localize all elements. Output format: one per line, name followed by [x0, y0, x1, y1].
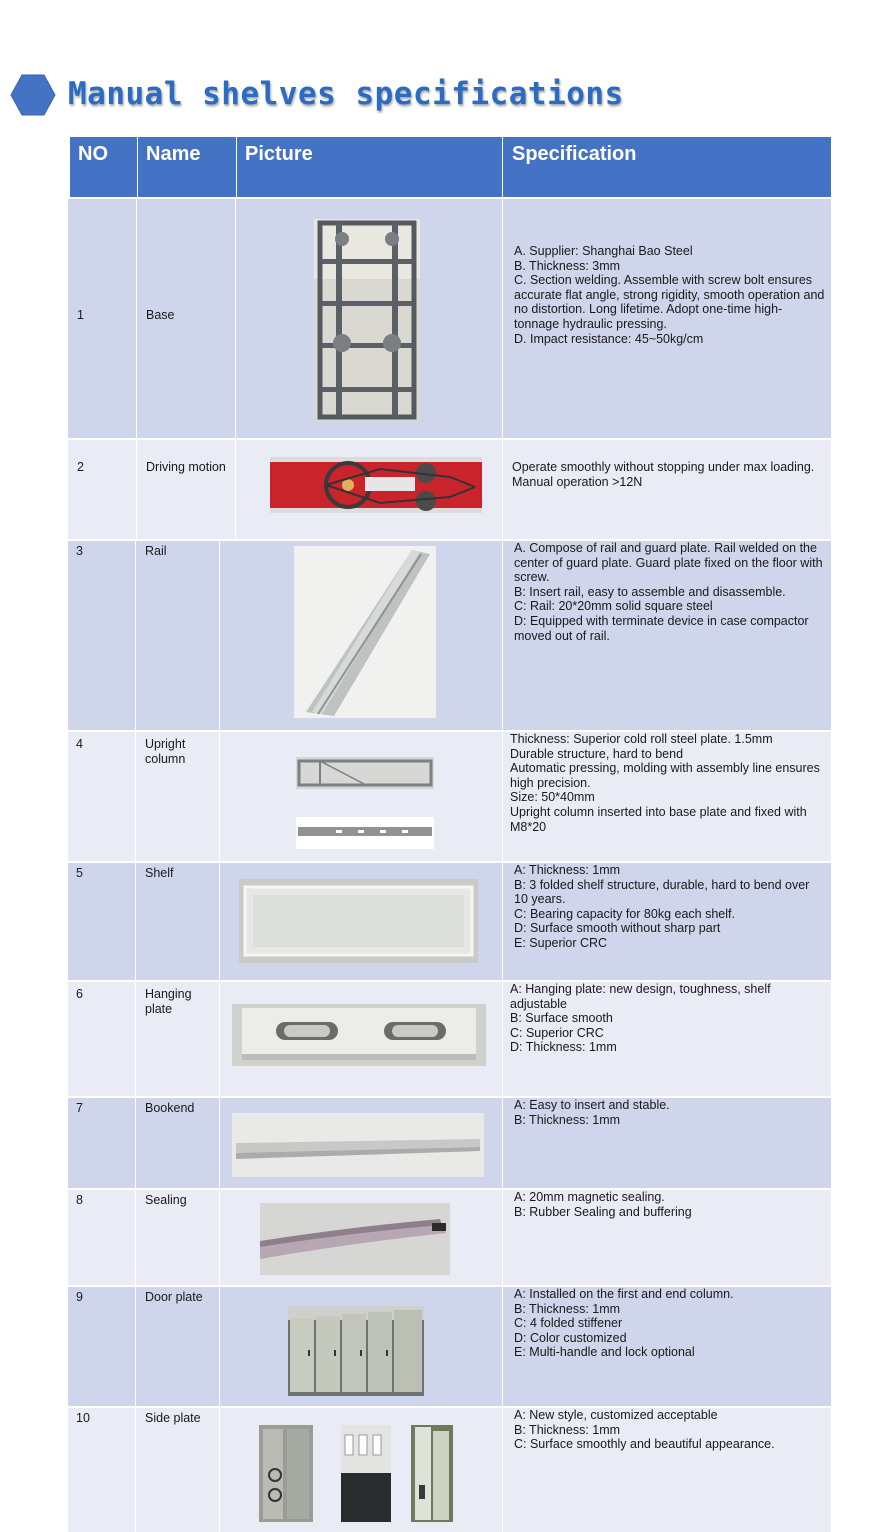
header-no: NO [78, 143, 108, 165]
row-name: Rail [145, 544, 167, 558]
row-no: 8 [76, 1193, 83, 1207]
shelf-image [239, 879, 478, 963]
door-plate-image [288, 1306, 424, 1396]
row-no: 3 [76, 544, 83, 558]
table-row [68, 541, 831, 730]
table-row [68, 732, 831, 861]
side-plate-image-3 [411, 1425, 453, 1522]
sealing-image [260, 1203, 450, 1275]
row-name: Hanging plate [145, 987, 192, 1016]
row-spec: A: New style, customized acceptable B: Thickness: 1mm C: Surface smoothly and beautiful appearance. [514, 1408, 775, 1452]
upright-column-frame-image [296, 757, 434, 789]
bookend-image [232, 1113, 484, 1177]
header-name: Name [146, 143, 201, 165]
driving-motion-image [270, 457, 482, 513]
table-row [68, 1287, 831, 1406]
row-name: Upright column [145, 737, 186, 766]
row-spec: Thickness: Superior cold roll steel plate. 1.5mm Durable structure, hard to bend Automatic pressing, molding with assembly line ensures high precision. Size: 50*40mm Upright column inserted into base plate and fixed with M8*20 [510, 732, 820, 834]
row-name: Side plate [145, 1411, 201, 1425]
table-row [68, 199, 831, 438]
row-name: Door plate [145, 1290, 203, 1304]
page-title: Manual shelves specifications [68, 76, 624, 112]
row-spec: A: Thickness: 1mm B: 3 folded shelf structure, durable, hard to bend over 10 years. C: Bearing capacity for 80kg each shelf. D: Surface smooth without sharp part E: Superior CRC [514, 863, 810, 950]
row-no: 9 [76, 1290, 83, 1304]
row-spec: A: Installed on the first and end column. B: Thickness: 1mm C: 4 folded stiffener D: Color customized E: Multi-handle and lock optional [514, 1287, 734, 1360]
header-picture: Picture [245, 143, 313, 165]
rail-image [294, 546, 436, 718]
page-title-block [10, 70, 710, 122]
table-row [68, 440, 831, 539]
row-spec: A: 20mm magnetic sealing. B: Rubber Sealing and buffering [514, 1190, 692, 1219]
row-name: Base [146, 308, 175, 322]
row-name: Driving motion [146, 460, 226, 474]
table-row [68, 982, 831, 1096]
row-no: 1 [77, 308, 84, 322]
row-spec: A: Hanging plate: new design, toughness, shelf adjustable B: Surface smooth C: Superior CRC D: Thickness: 1mm [510, 982, 771, 1055]
header-specification: Specification [512, 143, 637, 165]
row-no: 5 [76, 866, 83, 880]
table-row [68, 1190, 831, 1285]
row-no: 10 [76, 1411, 90, 1425]
row-name: Bookend [145, 1101, 195, 1115]
row-no: 6 [76, 987, 83, 1001]
row-no: 4 [76, 737, 83, 751]
hanging-plate-image [232, 1004, 486, 1066]
upright-column-bar-image [296, 817, 434, 849]
row-spec: Operate smoothly without stopping under max loading. Manual operation >12N [512, 460, 815, 489]
table-row [68, 1098, 831, 1188]
table-header [70, 137, 831, 197]
table-row [68, 863, 831, 980]
table-row [68, 1408, 831, 1532]
row-no: 2 [77, 460, 84, 474]
base-frame-image [314, 219, 420, 421]
row-name: Sealing [145, 1193, 187, 1207]
side-plate-image-1 [259, 1425, 313, 1522]
row-name: Shelf [145, 866, 174, 880]
side-plate-image-2 [341, 1425, 391, 1522]
row-no: 7 [76, 1101, 83, 1115]
row-spec: A. Compose of rail and guard plate. Rail welded on the center of guard plate. Guard plate fixed on the floor with screw. B: Insert rail, easy to assemble and disassemble. C: Rail: 20*20mm solid square steel D: Equipped with terminate device in case compactor moved out of rail. [514, 541, 823, 643]
hexagon-icon [10, 72, 56, 118]
row-spec: A. Supplier: Shanghai Bao Steel B. Thickness: 3mm C. Section welding. Assemble with screw bolt ensures accurate flat angle, strong rigidity, smooth operation and no distortion. Long lifetime. Adopt one-time high-tonnage hydraulic pressing. D. Impact resistance: 45~50kg/cm [514, 244, 825, 346]
row-spec: A: Easy to insert and stable. B: Thickness: 1mm [514, 1098, 670, 1127]
